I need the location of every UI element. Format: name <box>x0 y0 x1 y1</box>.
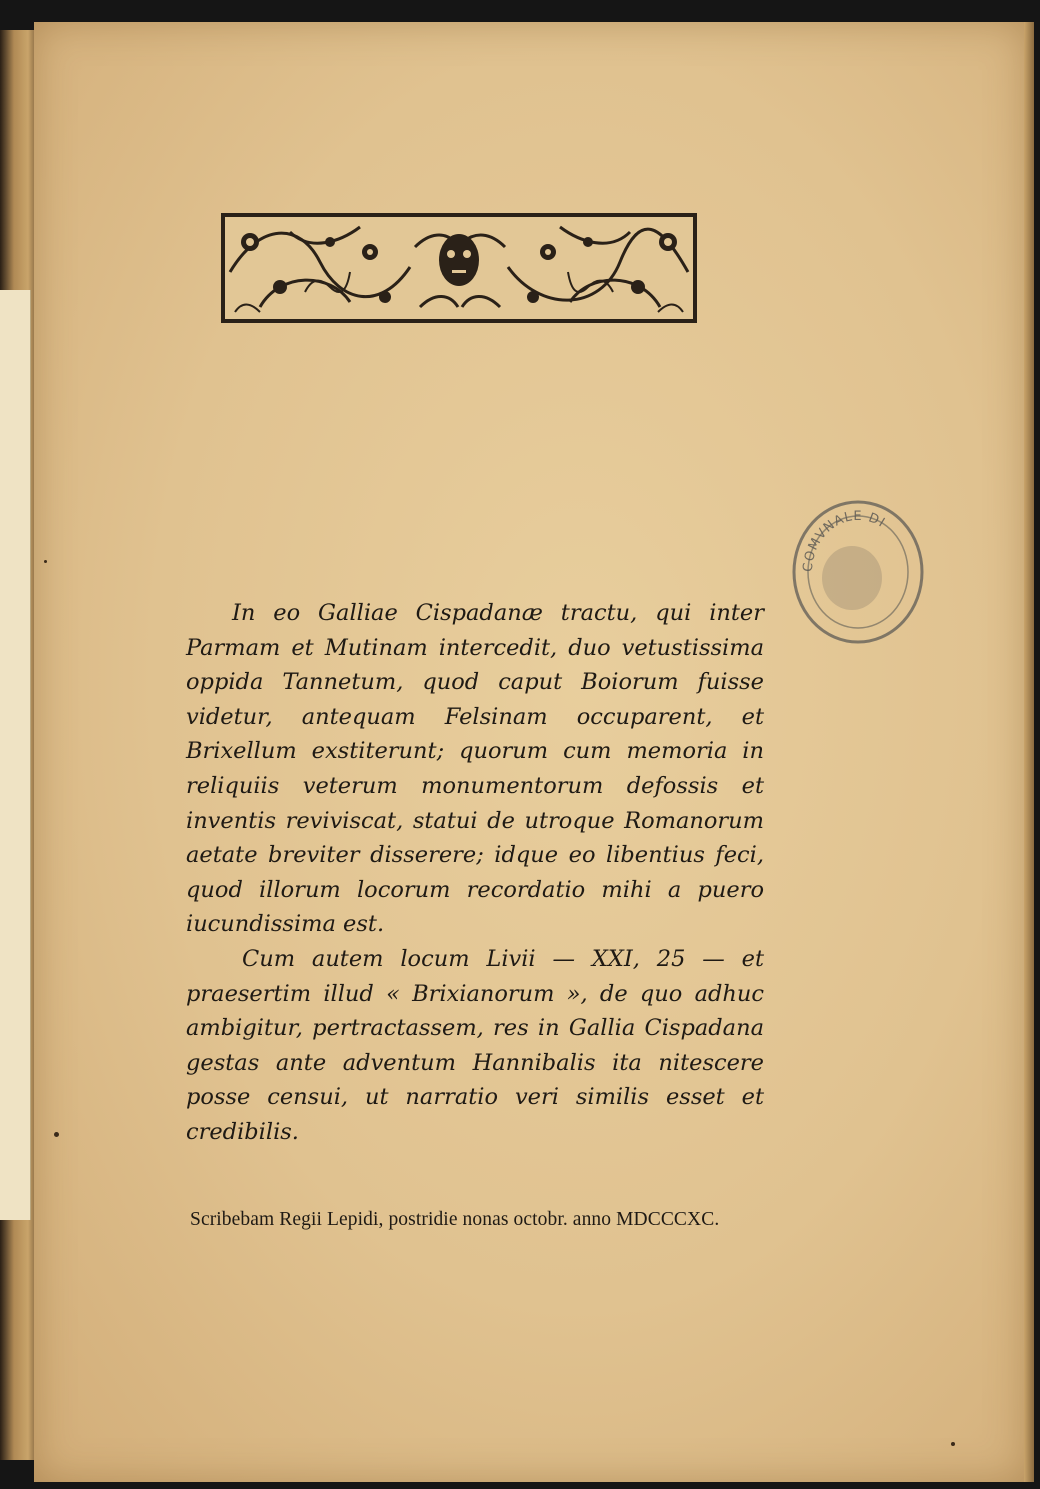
paper-speck <box>44 560 47 563</box>
main-text <box>186 596 764 1150</box>
library-stamp <box>790 498 926 646</box>
stamp-text: COMVNALE DI <box>800 508 888 573</box>
signature-line: Scribebam Regii Lepidi, postridie nonas octobr. anno MDCCCXC. <box>190 1209 720 1230</box>
page-edge <box>1024 22 1034 1482</box>
paragraph-1: In eo Galliae Cispadanæ tractu, qui inter Parmam et Mutinam intercedit, duo vetustissima oppida Tannetum, quod caput Boiorum fuisse videtur, antequam Felsinam occuparent, et Brixellum exstiterunt; quorum cum memoria in reliquiis veterum monumentorum defossis et inventis reviviscat, statui de utroque Romanorum aetate breviter disserere; idque eo libentius feci, quod illorum locorum recordatio mihi a puero iucundissima est. <box>186 600 764 938</box>
paper-speck <box>54 1132 59 1137</box>
paper-speck <box>951 1442 955 1446</box>
paper-strip <box>0 290 31 1220</box>
floral-headpiece-ornament <box>220 212 698 324</box>
paragraph-2: Cum autem locum Livii — XXI, 25 — et praesertim illud « Brixianorum », de quo adhuc ambigitur, pertractassem, res in Gallia Cispadana gestas ante adventum Hannibalis ita nitescere posse censui, ut narratio veri similis esset et credibilis. <box>186 945 764 1145</box>
